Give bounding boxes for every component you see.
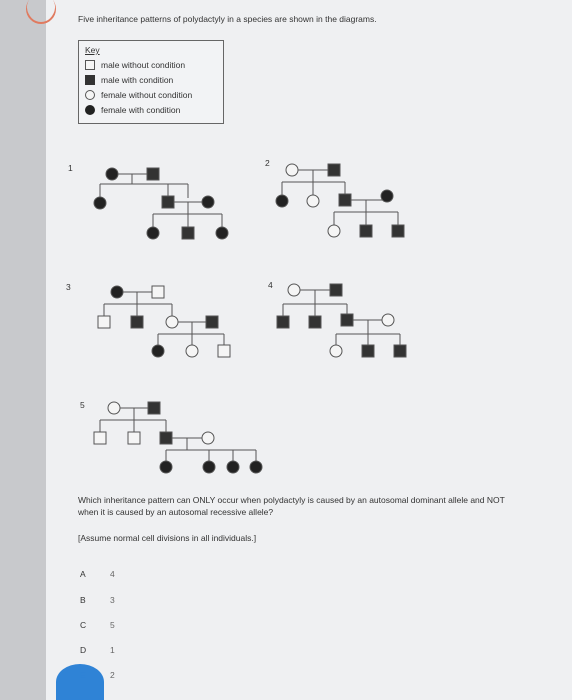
male-affected bbox=[309, 316, 321, 328]
female-unaffected bbox=[328, 225, 340, 237]
key-label: female without condition bbox=[101, 90, 193, 100]
female-unaffected bbox=[202, 432, 214, 444]
key-label: female with condition bbox=[101, 105, 181, 115]
question-intro: Five inheritance patterns of polydactyly in a species are shown in the diagrams. bbox=[78, 14, 377, 24]
male-unaffected bbox=[98, 316, 110, 328]
option-value: 1 bbox=[110, 645, 115, 655]
female-unaffected bbox=[288, 284, 300, 296]
male-affected bbox=[360, 225, 372, 237]
female-affected bbox=[160, 461, 172, 473]
female-affected bbox=[106, 168, 118, 180]
option-value: 2 bbox=[110, 670, 115, 680]
male-affected bbox=[394, 345, 406, 357]
option-value: 5 bbox=[110, 620, 115, 630]
female-affected bbox=[203, 461, 215, 473]
male-affected bbox=[182, 227, 194, 239]
option-c[interactable] bbox=[80, 620, 115, 630]
pedigree-number-5: 5 bbox=[80, 400, 85, 410]
male-affected bbox=[328, 164, 340, 176]
male-unaffected bbox=[94, 432, 106, 444]
female-affected bbox=[152, 345, 164, 357]
female-unaffected bbox=[186, 345, 198, 357]
female-affected bbox=[94, 197, 106, 209]
pedigree-2 bbox=[276, 164, 404, 237]
key-title: Key bbox=[85, 45, 100, 55]
male-affected bbox=[147, 168, 159, 180]
option-d[interactable] bbox=[80, 645, 115, 655]
female-unaffected bbox=[166, 316, 178, 328]
option-letter: D bbox=[80, 645, 87, 655]
pedigree-5 bbox=[94, 402, 262, 473]
male-affected bbox=[148, 402, 160, 414]
male-unaffected bbox=[218, 345, 230, 357]
female-unaffected bbox=[382, 314, 394, 326]
female-affected bbox=[147, 227, 159, 239]
option-b[interactable] bbox=[80, 595, 115, 605]
male-affected bbox=[392, 225, 404, 237]
female-affected bbox=[250, 461, 262, 473]
male-affected bbox=[339, 194, 351, 206]
male-affected bbox=[131, 316, 143, 328]
option-e[interactable] bbox=[80, 670, 115, 680]
male-affected bbox=[277, 316, 289, 328]
pedigree-number-3: 3 bbox=[66, 282, 71, 292]
option-letter: A bbox=[80, 569, 86, 579]
female-unaffected bbox=[330, 345, 342, 357]
female-affected bbox=[202, 196, 214, 208]
pedigree-number-2: 2 bbox=[265, 158, 270, 168]
female-affected bbox=[381, 190, 393, 202]
male-unaffected bbox=[152, 286, 164, 298]
key-label: male without condition bbox=[101, 60, 186, 70]
pedigree-number-4: 4 bbox=[268, 280, 273, 290]
pedigree-3 bbox=[98, 286, 230, 357]
option-letter: B bbox=[80, 595, 86, 605]
pedigree-1 bbox=[94, 168, 228, 239]
option-a[interactable] bbox=[80, 569, 115, 579]
pedigree-4 bbox=[277, 284, 406, 357]
question-text: Which inheritance pattern can ONLY occur when polydactyly is caused by an autosomal dominant allele and NOT when it is caused by an autosomal recessive allele? bbox=[78, 495, 505, 517]
option-letter: E bbox=[80, 670, 86, 680]
female-affected bbox=[227, 461, 239, 473]
male-affected bbox=[160, 432, 172, 444]
male-affected bbox=[341, 314, 353, 326]
option-letter: C bbox=[80, 620, 87, 630]
male-affected bbox=[330, 284, 342, 296]
option-value: 3 bbox=[110, 595, 115, 605]
male-affected bbox=[362, 345, 374, 357]
male-unaffected bbox=[128, 432, 140, 444]
female-unaffected bbox=[307, 195, 319, 207]
key-label: male with condition bbox=[101, 75, 174, 85]
pedigree-number-1: 1 bbox=[68, 163, 73, 173]
female-affected bbox=[276, 195, 288, 207]
option-value: 4 bbox=[110, 569, 115, 579]
assumption-note: [Assume normal cell divisions in all individuals.] bbox=[78, 533, 257, 543]
male-affected bbox=[162, 196, 174, 208]
female-affected bbox=[216, 227, 228, 239]
female-affected bbox=[111, 286, 123, 298]
male-affected bbox=[206, 316, 218, 328]
female-unaffected bbox=[108, 402, 120, 414]
female-unaffected bbox=[286, 164, 298, 176]
